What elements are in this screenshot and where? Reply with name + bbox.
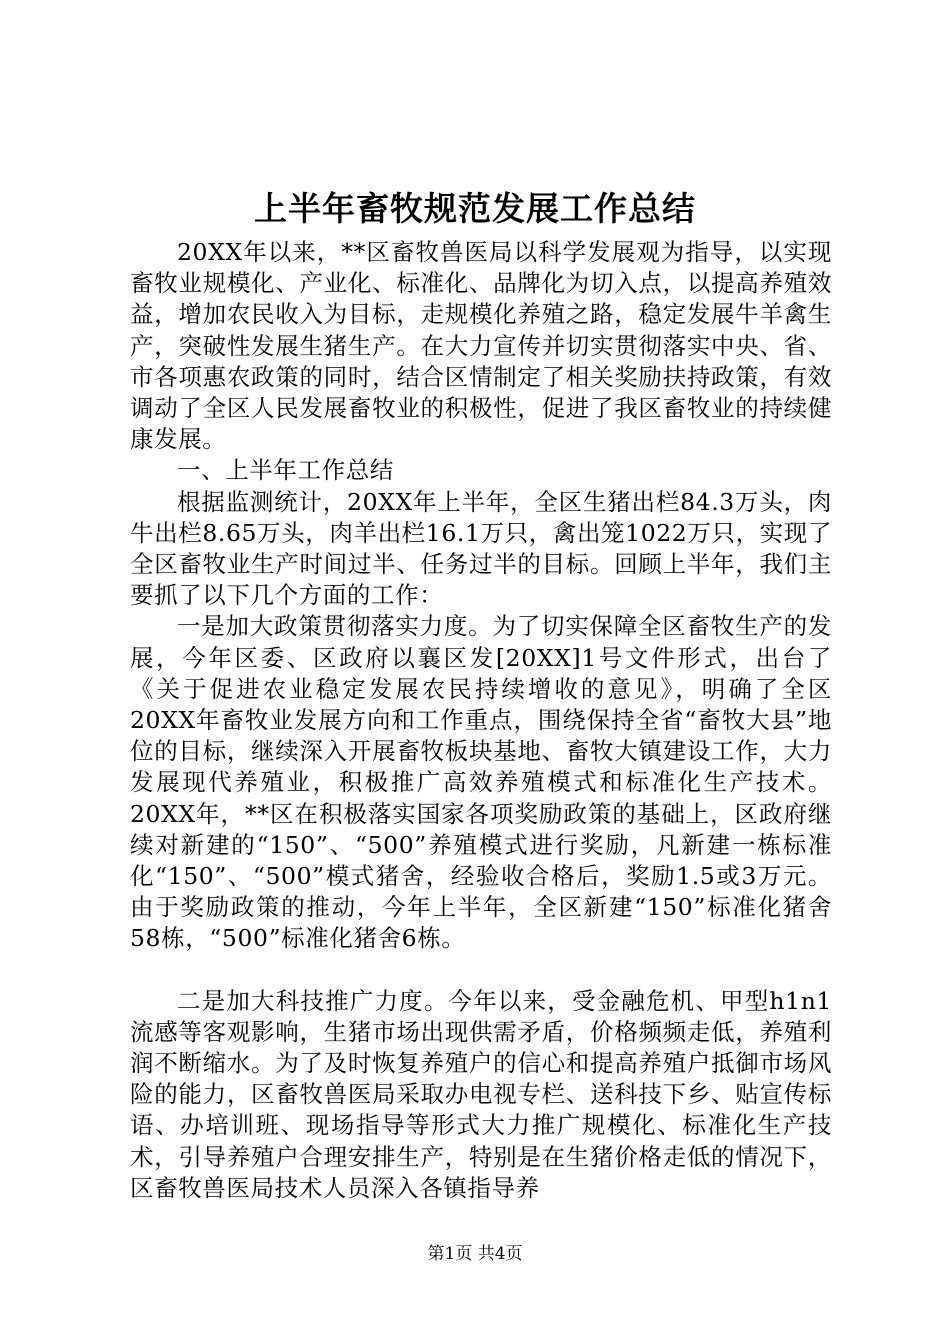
section-heading: 一、上半年工作总结 (177, 456, 394, 485)
document-body (130, 237, 832, 1204)
paragraph-intro: 20XX年以来，**区畜牧兽医局以科学发展观为指导，以实现畜牧业规模化、产业化、标准化、品牌化为切入点，以提高养殖效益，增加农民收入为目标，走规模化养殖之路，稳定发展牛羊禽生产，突破性发展生猪生产。在大力宣传并切实贯彻落实中央、省、市各项惠农政策的同时，结合区情制定了相关奖励扶持政策，有效调动了全区人民发展畜牧业的积极性，促进了我区畜牧业的持续健康发展。 (130, 238, 832, 454)
document-title: 上半年畜牧规范发展工作总结 (254, 189, 696, 228)
page-number: 第1页 共4页 (427, 1244, 523, 1264)
paragraph-technology: 二是加大科技推广力度。今年以来，受金融危机、甲型h1n1流感等客观影响，生猪市场出现供需矛盾，价格频频走低，养殖利润不断缩水。为了及时恢复养殖户的信心和提高养殖户抵御市场风险的能力，区畜牧兽医局采取办电视专栏、送科技下乡、贴宣传标语、办培训班、现场指导等形式大力推广规模化、标准化生产技术，引导养殖户合理安排生产，特别是在生猪价格走低的情况下，区畜牧兽医局技术人员深入各镇指导养 (130, 986, 832, 1202)
paragraph-statistics: 根据监测统计，20XX年上半年，全区生猪出栏84.3万头，肉牛出栏8.65万头，肉羊出栏16.1万只，禽出笼1022万只，实现了全区畜牧业生产时间过半、任务过半的目标。回顾上半年，我们主要抓了以下几个方面的工作： (130, 487, 832, 610)
paragraph-policy: 一是加大政策贯彻落实力度。为了切实保障全区畜牧生产的发展，今年区委、区政府以襄区发[20XX]1号文件形式，出台了《关于促进农业稳定发展农民持续增收的意见》，明确了全区20XX年畜牧业发展方向和工作重点，围绕保持全省“畜牧大县”地位的目标，继续深入开展畜牧板块基地、畜牧大镇建设工作，大力发展现代养殖业，积极推广高效养殖模式和标准化生产技术。20XX年，**区在积极落实国家各项奖励政策的基础上，区政府继续对新建的“150”、“500”养殖模式进行奖励，凡新建一栋标准化“150”、“500”模式猪舍，经验收合格后，奖励1.5或3万元。由于奖励政策的推动，今年上半年，全区新建“150”标准化猪舍58栋，“500”标准化猪舍6栋。 (130, 612, 832, 953)
